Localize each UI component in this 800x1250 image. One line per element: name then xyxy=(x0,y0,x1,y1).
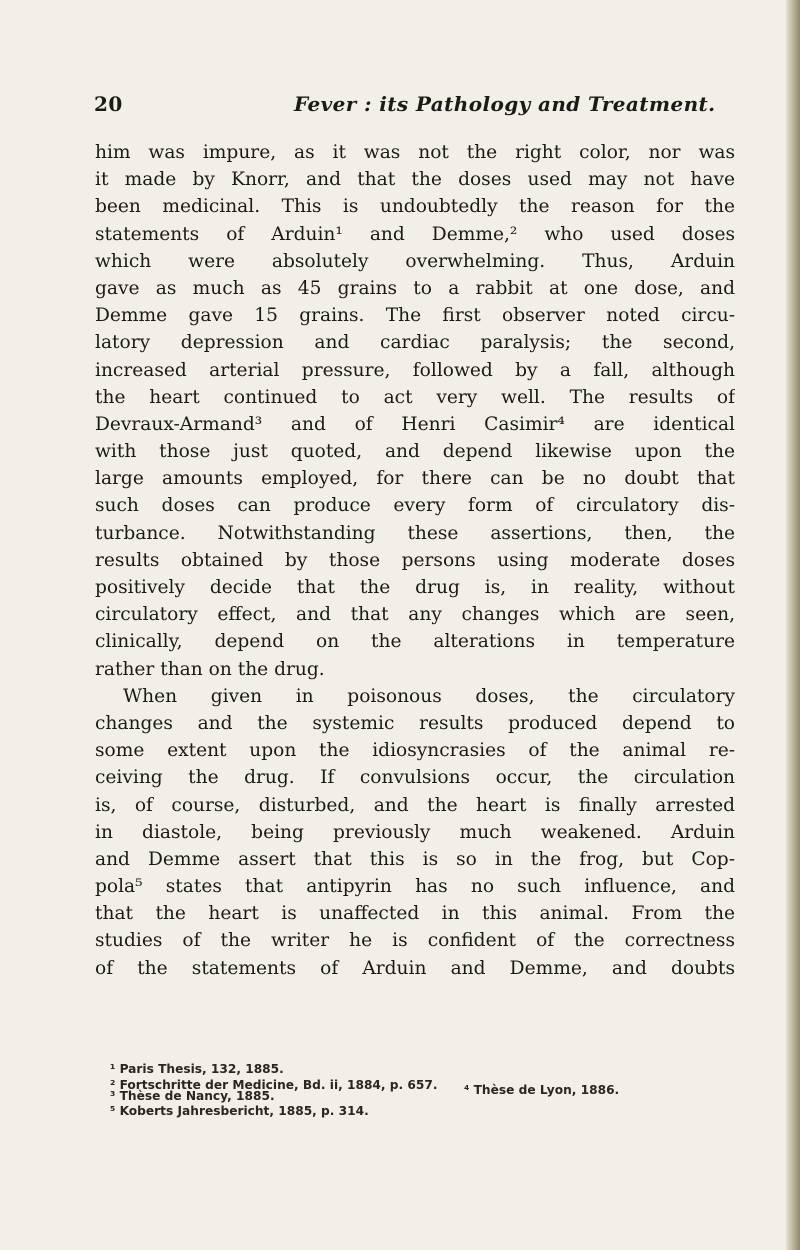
text-line: clinically, depend on the alterations in temperature xyxy=(95,631,735,653)
text-line: circulatory effect, and that any changes which are seen, xyxy=(95,604,735,626)
text-line: pola⁵ states that antipyrin has no such influence, and xyxy=(95,876,735,898)
text-line: results obtained by those persons using moderate doses xyxy=(95,549,735,571)
text-line: latory depression and cardiac paralysis; the second, xyxy=(95,332,735,354)
text-line: with those just quoted, and depend likewise upon the xyxy=(95,441,735,463)
text-line: in diastole, being previously much weakened. Arduin xyxy=(95,821,735,843)
text-line: him was impure, as it was not the right color, nor was xyxy=(95,142,735,163)
body-text xyxy=(95,139,735,982)
footnote-4: ⁴ Thèse de Lyon, 1886. xyxy=(464,1083,620,1097)
text-line: gave as much as 45 grains to a rabbit at one dose, and xyxy=(95,277,735,299)
text-line: and Demme assert that this is so in the frog, but Cop- xyxy=(95,848,735,870)
text-line: of the statements of Arduin and Demme, and doubts xyxy=(95,957,735,979)
footnotes xyxy=(110,1061,730,1119)
text-line: which were absolutely overwhelming. Thus, Arduin xyxy=(95,250,735,272)
text-line: that the heart is unaffected in this animal. From the xyxy=(95,903,735,925)
text-line: studies of the writer he is confident of the correctness xyxy=(95,930,735,952)
text-line: some extent upon the idiosyncrasies of the animal re- xyxy=(95,740,735,762)
text-line: increased arterial pressure, followed by a fall, although xyxy=(95,359,735,381)
text-line: ceiving the drug. If convulsions occur, the circulation xyxy=(95,767,735,789)
text-line: Demme gave 15 grains. The first observer noted circu- xyxy=(95,305,735,327)
text-line: changes and the systemic results produced depend to xyxy=(95,712,735,734)
footnote-5: ⁵ Koberts Jahresbericht, 1885, p. 314. xyxy=(110,1104,369,1118)
text-line: Devraux-Armand³ and of Henri Casimir⁴ are identical xyxy=(95,413,735,435)
running-title: Fever : its Pathology and Treatment. xyxy=(294,92,716,116)
page-header xyxy=(94,92,744,122)
text-line: positively decide that the drug is, in reality, without xyxy=(95,577,735,598)
footnote-1: ¹ Paris Thesis, 132, 1885. xyxy=(110,1062,284,1076)
text-line: been medicinal. This is undoubtedly the reason for the xyxy=(95,196,735,218)
footnote-3: ³ Thèse de Nancy, 1885. xyxy=(110,1089,275,1103)
text-line: rather than on the drug. xyxy=(95,658,325,680)
text-line: large amounts employed, for there can be no doubt that xyxy=(95,468,735,490)
text-line: is, of course, disturbed, and the heart is finally arrested xyxy=(95,794,735,816)
text-line: turbance. Notwithstanding these assertions, then, the xyxy=(95,522,735,544)
text-line: it made by Knorr, and that the doses used may not have xyxy=(95,169,735,191)
text-line: such doses can produce every form of circulatory dis- xyxy=(95,495,735,517)
page-edge-shadow xyxy=(786,0,800,1250)
text-line: When given in poisonous doses, the circulatory xyxy=(123,685,735,707)
footnote-2: ² Fortschritte der Medicine, Bd. ii, 1884, p. 657. xyxy=(110,1078,438,1092)
text-line: the heart continued to act very well. The results of xyxy=(95,386,735,408)
text-line: statements of Arduin¹ and Demme,² who used doses xyxy=(95,223,735,245)
page-number: 20 xyxy=(94,92,123,116)
